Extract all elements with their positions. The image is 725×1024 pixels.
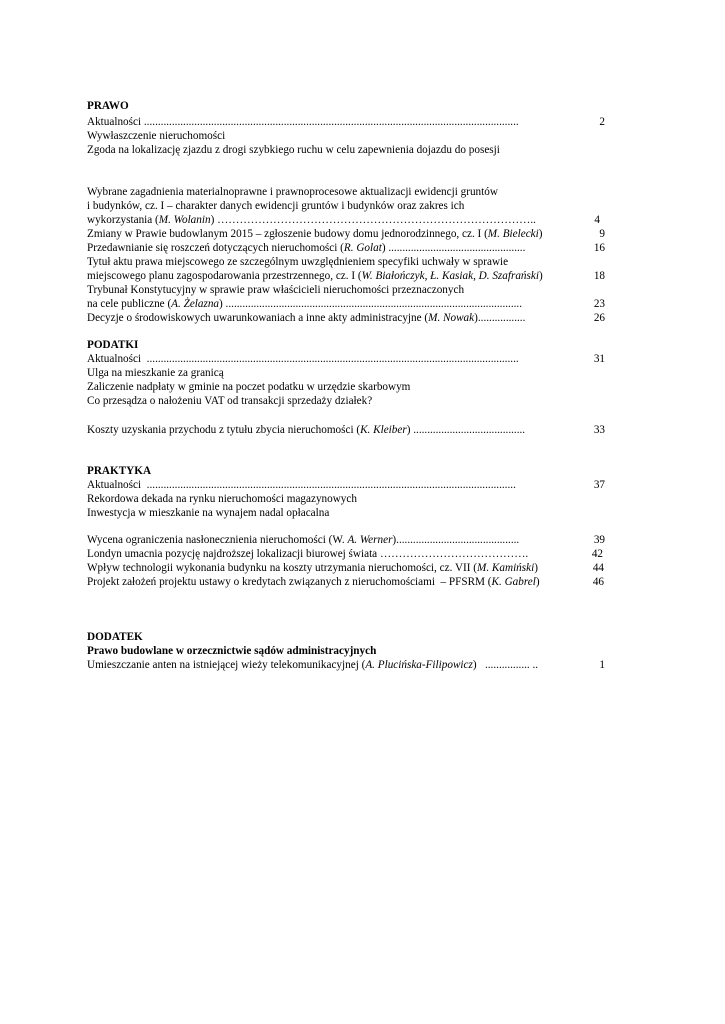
page-number: 2: [599, 116, 605, 128]
author: R. Golat: [343, 242, 382, 254]
page-number: 9: [599, 228, 605, 240]
author: K. Kleiber: [360, 424, 407, 436]
page-number: 23: [593, 298, 605, 310]
entry-label: Aktualności: [87, 116, 142, 128]
page-number: 39: [593, 534, 605, 546]
toc-entry[interactable]: [87, 658, 538, 672]
author: M. Wolanin: [158, 214, 211, 226]
entry-text: Zmiany w Prawie budowlanym 2015 – zgłoszenie budowy domu jednorodzinnego, cz. I (: [87, 228, 488, 240]
section-subheading: Prawo budowlane w orzecznictwie sądów administracyjnych: [87, 645, 377, 657]
page-number: 4: [594, 214, 600, 226]
news-item: Wywłaszczenie nieruchomości: [87, 130, 226, 142]
author: M. Kamiński: [477, 562, 535, 574]
toc-entry[interactable]: [87, 575, 540, 589]
author: A. Plucińska-Filipowicz: [365, 659, 473, 671]
author: M. Nowak: [428, 312, 475, 324]
entry-text: ): [538, 228, 543, 240]
page-number: 33: [593, 424, 605, 436]
entry-text: Projekt założeń projektu ustawy o kredytach związanych z nieruchomościami – PFSRM (: [87, 576, 492, 588]
section-heading-dodatek: DODATEK: [87, 631, 143, 643]
entry-text: Wpływ technologii wykonania budynku na koszty utrzymania nieruchomości, cz. VII (: [87, 562, 478, 574]
entry-text: na cele publiczne (: [87, 298, 172, 310]
entry-text: ): [535, 576, 540, 588]
entry-text: ): [534, 562, 538, 574]
leader-dots: ) ................ ..: [472, 659, 539, 671]
leader-dots: ) ..........................................................................................................: [219, 298, 523, 310]
toc-entry[interactable]: [87, 227, 542, 241]
news-item: Zgoda na lokalizację zjazdu z drogi szybkiego ruchu w celu zapewnienia dojazdu do posesji: [87, 144, 500, 156]
page-number: 44: [592, 562, 604, 574]
entry-text: Przedawnianie się roszczeń dotyczących nieruchomości (: [87, 242, 344, 254]
entry-text: wykorzystania (: [87, 214, 159, 226]
toc-entry[interactable]: [87, 269, 543, 283]
page-number: 46: [592, 576, 604, 588]
toc-entry-aktualnosci-podatki[interactable]: [87, 352, 519, 366]
entry-label: Aktualności: [87, 353, 142, 365]
leader-dots: ....................................................................................................................................: [141, 479, 516, 491]
page-number: 1: [599, 659, 605, 671]
author: M. Bielecki: [487, 228, 539, 240]
page-number: 18: [593, 270, 605, 282]
author: A. Werner: [347, 534, 393, 546]
toc-entry[interactable]: [87, 423, 525, 437]
toc-entry-title: Trybunał Konstytucyjny w sprawie praw właścicieli nieruchomości przeznaczonych: [87, 284, 465, 296]
leader-dots: ) ........................................: [406, 424, 526, 436]
news-item: Inwestycja w mieszkanie na wynajem nadal opłacalna: [87, 507, 330, 519]
entry-text: Wycena ograniczenia nasłonecznienia nieruchomości (W.: [87, 534, 348, 546]
toc-entry-title: Tytuł aktu prawa miejscowego ze szczególnym uwzględnieniem specyfiki uchwały w sprawie: [87, 256, 509, 268]
leader-dots: )............................................: [392, 534, 520, 546]
toc-entry[interactable]: [87, 213, 536, 227]
toc-entry[interactable]: Londyn umacnia pozycję najdroższej lokalizacji biurowej świata ………………………………….: [87, 548, 529, 560]
news-item: Ulga na mieszkanie za granicą: [87, 367, 224, 379]
page-number: 16: [593, 242, 605, 254]
toc-entry[interactable]: [87, 533, 519, 547]
toc-entry[interactable]: [87, 561, 538, 575]
page-number: 31: [593, 353, 605, 365]
entry-text: Koszty uzyskania przychodu z tytułu zbycia nieruchomości (: [87, 424, 361, 436]
toc-entry-title: Wybrane zagadnienia materialnoprawne i prawnoprocesowe aktualizacji ewidencji gruntów: [87, 186, 498, 198]
leader-dots: .....................................................................................................................................: [141, 353, 519, 365]
entry-label: Aktualności: [87, 479, 142, 491]
entry-text: miejscowego planu zagospodarowania przestrzennego, cz. I (: [87, 270, 362, 282]
entry-text: ): [538, 270, 543, 282]
news-item: Co przesądza o nałożeniu VAT od transakcji sprzedaży działek?: [87, 395, 373, 407]
page-number: 37: [593, 479, 605, 491]
leader-dots: ).................: [474, 312, 526, 324]
leader-dots: ......................................................................................................................................: [141, 116, 519, 128]
section-heading-podatki: PODATKI: [87, 339, 139, 351]
toc-entry-aktualnosci-prawo[interactable]: [87, 115, 519, 129]
leader-dots: ) …………………………………………………………………………..: [210, 214, 536, 226]
section-heading-prawo: PRAWO: [87, 100, 129, 112]
page-number: 42: [591, 548, 603, 560]
author: K. Gabrel: [491, 576, 536, 588]
leader-dots: ) .................................................: [381, 242, 526, 254]
news-item: Rekordowa dekada na rynku nieruchomości magazynowych: [87, 493, 357, 505]
toc-entry[interactable]: [87, 297, 522, 311]
author: W. Białończyk, Ł. Kasiak, D. Szafrański: [361, 270, 539, 282]
toc-entry[interactable]: [87, 311, 525, 325]
news-item: Zaliczenie nadpłaty w gminie na poczet podatku w urzędzie skarbowym: [87, 381, 411, 393]
toc-entry-aktualnosci-praktyka[interactable]: [87, 478, 516, 492]
section-heading-praktyka: PRAKTYKA: [87, 465, 152, 477]
toc-entry[interactable]: [87, 241, 525, 255]
page-number: 26: [593, 312, 605, 324]
entry-text: Umieszczanie anten na istniejącej wieży telekomunikacyjnej (: [87, 659, 366, 671]
author: A. Żelazna: [171, 298, 220, 310]
toc-entry-title: i budynków, cz. I – charakter danych ewidencji gruntów i budynków oraz zakres ich: [87, 200, 465, 212]
entry-text: Decyzje o środowiskowych uwarunkowaniach a inne akty administracyjne (: [87, 312, 429, 324]
